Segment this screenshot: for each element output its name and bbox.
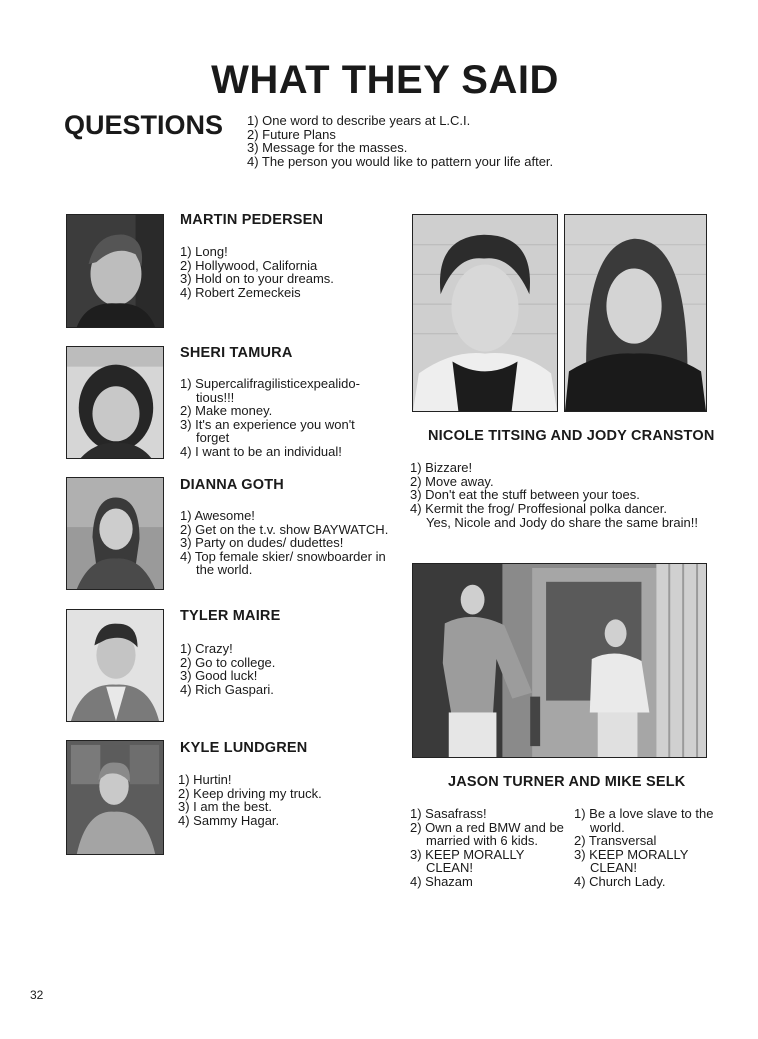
answer-item: 2) Go to college. [180,654,276,670]
answer-item: 1) Long! [180,244,228,259]
answers-tyler-maire [180,642,395,696]
answer-item: 1) Be a love slave to the world. [574,806,714,835]
question-item: 3) Message for the masses. [247,140,408,155]
photo-nicole-titsing [412,214,558,412]
photo-dianna-goth [66,477,164,590]
answer-item: 3) Good luck! [180,668,258,684]
answers-mike-selk [574,807,736,889]
answer-item: 1) Awesome! [180,508,255,523]
answer-item: 1) Sasafrass! [410,806,487,821]
answer-item: 4) Sammy Hagar. [178,812,280,828]
name-jason-mike: JASON TURNER AND MIKE SELK [448,774,686,790]
answer-item: 3) Don't eat the stuff between your toes. [410,487,640,503]
answer-item: 3) KEEP MORALLY CLEAN! [574,846,689,876]
answer-item: 1) Supercalifragilisticexpealido- tious!!! [180,376,360,405]
answer-item: 3) Hold on to your dreams. [180,271,334,287]
answer-item: 3) I am the best. [178,799,272,815]
answer-item: 3) It's an experience you won't forget [180,416,355,446]
answer-item: 1) Crazy! [180,641,233,656]
answers-sheri-tamura [180,377,385,459]
answer-item: 4) Church Lady. [574,873,666,889]
page-number: 32 [30,988,44,1002]
name-tyler-maire: TYLER MAIRE [180,608,281,624]
answer-item: 4) Robert Zemeckeis [180,284,301,300]
name-nicole-jody: NICOLE TITSING AND JODY CRANSTON [428,428,715,444]
name-martin-pedersen: MARTIN PEDERSEN [180,212,324,228]
answer-item: 1) Bizzare! [410,460,473,475]
photo-tyler-maire [66,609,164,722]
answers-kyle-lundgren [178,773,393,827]
answer-item: 2) Move away. [410,473,494,489]
name-kyle-lundgren: KYLE LUNDGREN [180,740,308,756]
name-sheri-tamura: SHERI TAMURA [180,345,293,361]
photo-jason-mike [412,563,707,758]
answers-nicole-jody [410,461,740,515]
answer-item: 4) Rich Gaspari. [180,681,274,697]
answer-item: 3) Party on dudes/ dudettes! [180,535,344,551]
answer-item: 4) Shazam [410,873,473,889]
questions-heading: QUESTIONS [64,110,224,140]
name-dianna-goth: DIANNA GOTH [180,477,284,493]
page-title: WHAT THEY SAID [211,58,559,102]
answer-item: 4) Kermit the frog/ Proffesional polka dancer. [410,500,668,516]
question-list [247,114,567,168]
answer-item: 2) Own a red BMW and be married with 6 kids. [410,819,564,849]
answer-item: 2) Keep driving my truck. [178,785,322,801]
question-item: 1) One word to describe years at L.C.I. [247,113,471,128]
answers-martin-pedersen [180,245,395,299]
answers-dianna-goth [180,509,395,577]
photo-jody-cranston [564,214,707,412]
answer-item: 2) Get on the t.v. show BAYWATCH. [180,521,389,537]
answer-item: 4) Top female skier/ snowboarder in the world. [180,548,386,578]
question-item: 4) The person you would like to pattern your life after. [247,153,554,169]
answer-item: 4) I want to be an individual! [180,443,342,459]
answer-item: 2) Hollywood, California [180,257,318,273]
answers-jason-turner [410,807,568,889]
question-item: 2) Future Plans [247,126,336,142]
nicole-jody-note: Yes, Nicole and Jody do share the same brain!! [426,515,698,530]
answer-item: 2) Make money. [180,403,273,419]
photo-martin-pedersen [66,214,164,328]
answer-item: 1) Hurtin! [178,772,232,787]
answer-item: 3) KEEP MORALLY CLEAN! [410,846,525,876]
answer-item: 2) Transversal [574,833,657,849]
photo-kyle-lundgren [66,740,164,855]
photo-sheri-tamura [66,346,164,459]
